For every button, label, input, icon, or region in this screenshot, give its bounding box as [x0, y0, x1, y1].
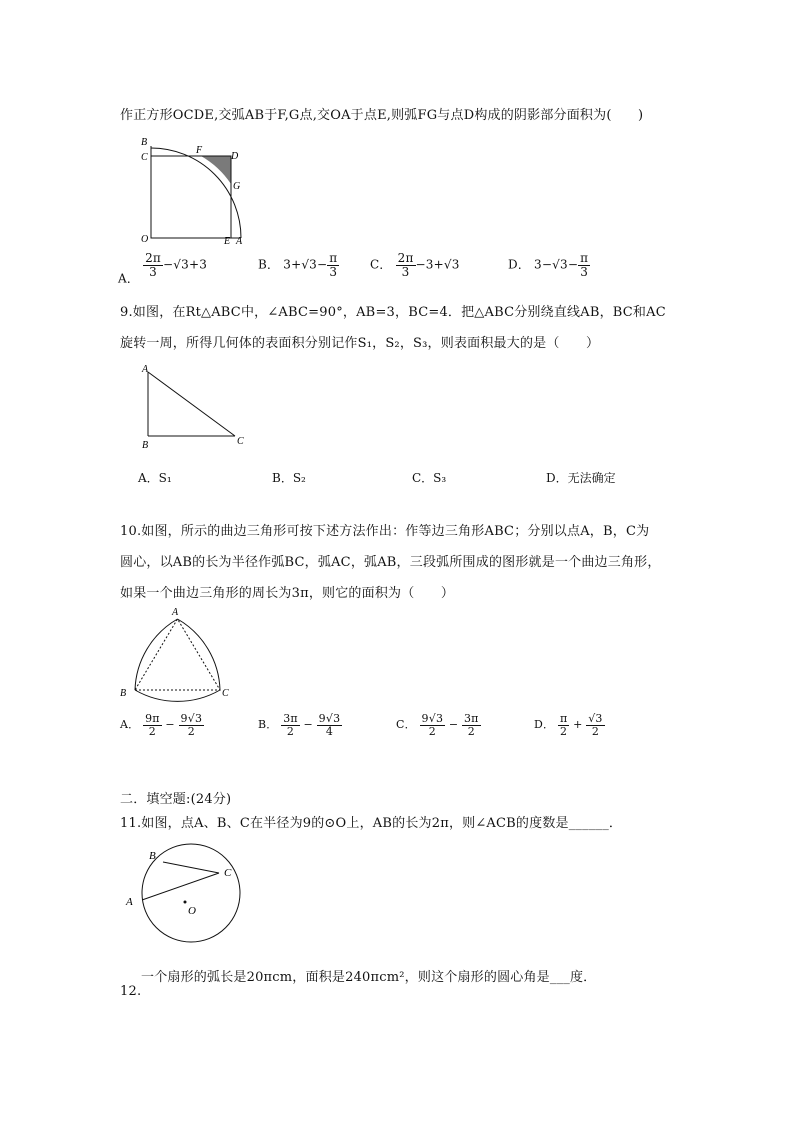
q10-option-a: A． $\frac{9\pi}{2}$ − $\frac{9√3}{2}$: [120, 712, 203, 738]
q8-option-d: D． 3−√3− $\frac{\pi}{3}$: [508, 251, 589, 279]
q8-label-C: C: [141, 152, 148, 163]
q10-option-d: D． $\frac{\pi}{2}$ + $\frac{√3}{2}$: [534, 712, 603, 738]
q9-line-1: 9.如图，在Rt△ABC中，∠ABC=90°，AB=3，BC=4．把△ABC分别绕直线AB，BC和AC: [120, 305, 666, 320]
q9-label-B: B: [142, 440, 149, 451]
q11-label-C: C: [224, 867, 232, 879]
q9-label-A: A: [142, 364, 149, 375]
q9-option-c: C．S₃: [412, 471, 447, 485]
q8-shaded-region: [201, 156, 231, 184]
q11-chord-AC: [142, 873, 219, 900]
q9-option-a: A．S₁: [138, 471, 172, 485]
q11-label-A: A: [126, 896, 133, 908]
q8-option-a: A． $\frac{2\pi}{3}$ −√3+3: [118, 251, 208, 286]
q8-label-E: E: [224, 236, 231, 247]
q9-line-2: 旋转一周，所得几何体的表面积分别记作S₁，S₂，S₃，则表面积最大的是（ ）: [120, 336, 600, 351]
q10-label-B: B: [120, 688, 127, 699]
q9-option-b: B．S₂: [272, 471, 306, 485]
q10-label-A: A: [172, 607, 179, 618]
q9-figure: [138, 362, 258, 452]
q12-number: 12.: [120, 984, 142, 999]
q9-label-C: C: [237, 436, 244, 447]
q10-line-1: 10.如图，所示的曲边三角形可按下述方法作出：作等边三角形ABC；分别以点A，B，C为: [120, 524, 650, 539]
q8-option-c: C． $\frac{2\pi}{3}$ −3+√3: [370, 251, 460, 279]
q8-figure: [134, 132, 254, 247]
q11-center-dot: [184, 901, 187, 904]
q12-stem: 一个扇形的弧长是20πcm，面积是240πcm²，则这个扇形的圆心角是___度．: [141, 970, 597, 985]
q11-chord-BC: [163, 862, 219, 873]
q8-label-F: F: [196, 145, 203, 156]
q11-label-B: B: [149, 850, 156, 862]
q11-circle-O: [142, 844, 240, 942]
q10-arc-BC: [135, 690, 220, 701]
q8-label-G: G: [233, 181, 241, 192]
q10-option-c: C． $\frac{9√3}{2}$ − $\frac{3\pi}{2}$: [396, 712, 479, 738]
q9-option-d: D．无法确定: [546, 471, 616, 485]
q11-figure: [122, 842, 252, 950]
q8-stem: 作正方形OCDE,交弧AB于F,G点,交OA于点E,则弧FG与点D构成的阴影部分面积为( ): [120, 108, 644, 123]
q8-option-b: B． 3+√3− $\frac{\pi}{3}$: [258, 251, 338, 279]
q10-figure: [112, 602, 247, 702]
q10-line-3: 如果一个曲边三角形的周长为3π，则它的面积为（ ）: [120, 586, 455, 601]
q10-line-2: 圆心，以AB的长为半径作弧BC，弧AC，弧AB，三段弧所围成的图形就是一个曲边三角形，: [120, 555, 661, 570]
q11-label-O: O: [188, 905, 196, 917]
q8-label-A: A: [236, 236, 243, 247]
q8-label-O: O: [141, 234, 149, 245]
q11-stem: 11.如图，点A、B、C在半径为9的⊙O上，AB的长为2π，则∠ACB的度数是______．: [120, 816, 623, 831]
q9-side-AC: [148, 372, 235, 436]
q10-option-b: B． $\frac{3\pi}{2}$ − $\frac{9√3}{4}$: [258, 712, 341, 738]
section-fill-in-title: 二．填空题:(24分): [120, 792, 232, 807]
q10-triangle-ABC: [135, 619, 220, 690]
q8-label-D: D: [231, 151, 239, 162]
q10-label-C: C: [222, 688, 229, 699]
q8-label-B: B: [141, 137, 148, 148]
